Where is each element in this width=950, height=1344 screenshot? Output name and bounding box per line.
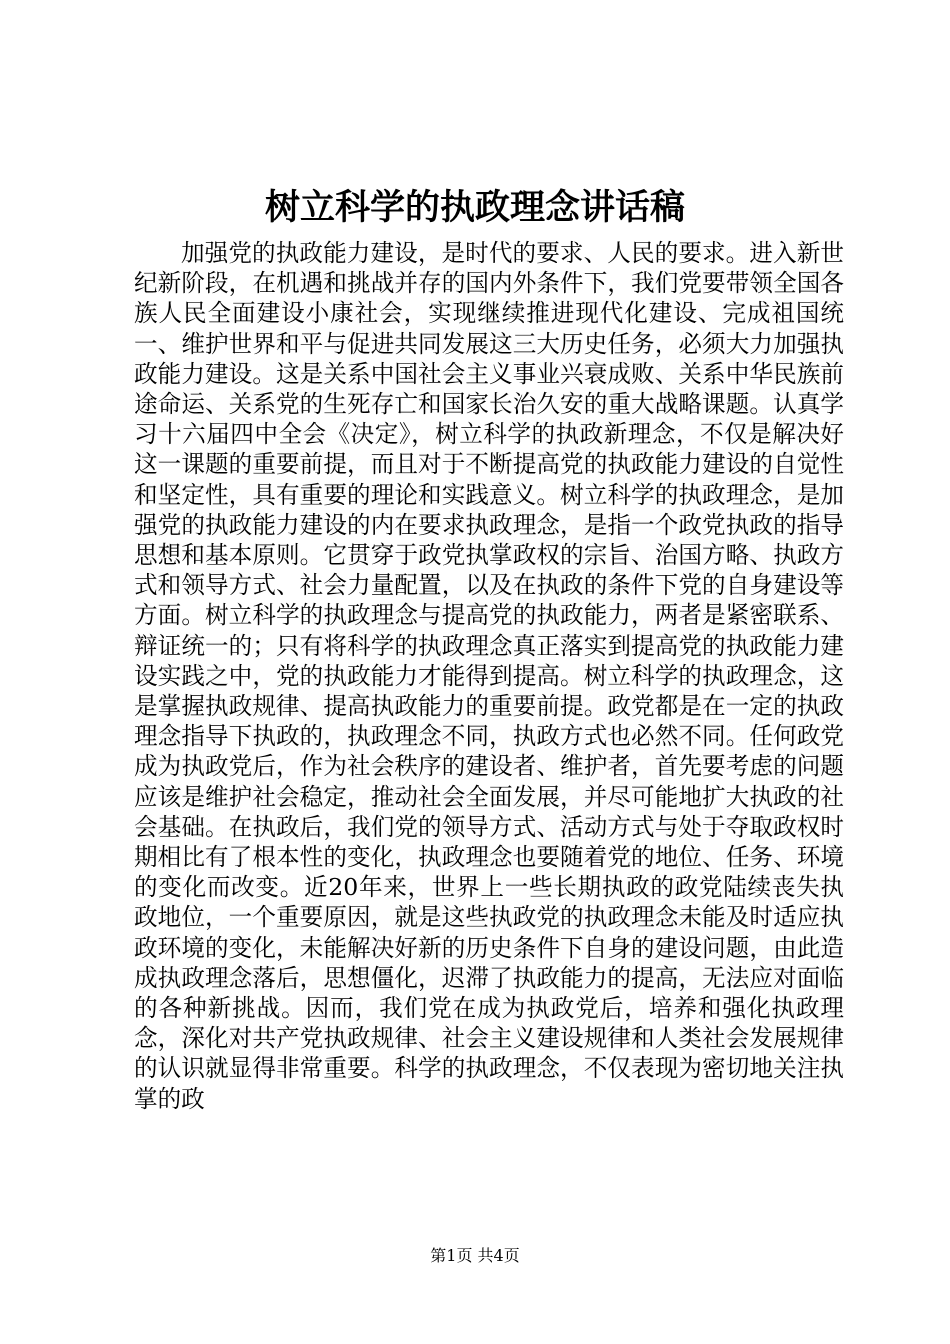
page-title: 树立科学的执政理念讲话稿 (264, 187, 685, 228)
page-number-footer: 第1页 共4页 (430, 1246, 520, 1265)
body-paragraph: 加强党的执政能力建设，是时代的要求、人民的要求。进入新世纪新阶段，在机遇和挑战并存的国内外条件下，我们党要带领全国各族人民全面建设小康社会，实现继续推进现代化建设、完成祖国统一、维护世界和平与促进共同发展这三大历史任务，必须大力加强执政能力建设。这是关系中国社会主义事业兴衰成败、关系中华民族前途命运、关系党的生死存亡和国家长治久安的重大战略课题。认真学习十六届四中全会《决定》，树立科学的执政新理念，不仅是解决好这一课题的重要前提，而且对于不断提高党的执政能力建设的自觉性和坚定性，具有重要的理论和实践意义。树立科学的执政理念，是加强党的执政能力建设的内在要求执政理念，是指一个政党执政的指导思想和基本原则。它贯穿于政党执掌政权的宗旨、治国方略、执政方式和领导方式、社会力量配置，以及在执政的条件下党的自身建设等方面。树立科学的执政理念与提高党的执政能力，两者是紧密联系、辩证统一的；只有将科学的执政理念真正落实到提高党的执政能力建设实践之中，党的执政能力才能得到提高。树立科学的执政理念，这是掌握执政规律、提高执政能力的重要前提。政党都是在一定的执政理念指导下执政的，执政理念不同，执政方式也必然不同。任何政党成为执政党后，作为社会秩序的建设者、维护者，首先要考虑的问题应该是维护社会稳定，推动社会全面发展，并尽可能地扩大执政的社会基础。在执政后，我们党的领导方式、活动方式与处于夺取政权时期相比有了根本性的变化，执政理念也要随着党的地位、任务、环境的变化而改变。近20年来，世界上一些长期执政的政党陆续丧失执政地位，一个重要原因，就是这些执政党的执政理念未能及时适应执政环境的变化，未能解决好新的历史条件下自身的建设问题，由此造成执政理念落后，思想僵化，迟滞了执政能力的提高，无法应对面临的各种新挑战。因而，我们党在成为执政党后，培养和强化执政理念，深化对共产党执政规律、社会主义建设规律和人类社会发展规律的认识就显得非常重要。科学的执政理念，不仅表现为密切地关注执掌的政 (134, 239, 844, 1113)
